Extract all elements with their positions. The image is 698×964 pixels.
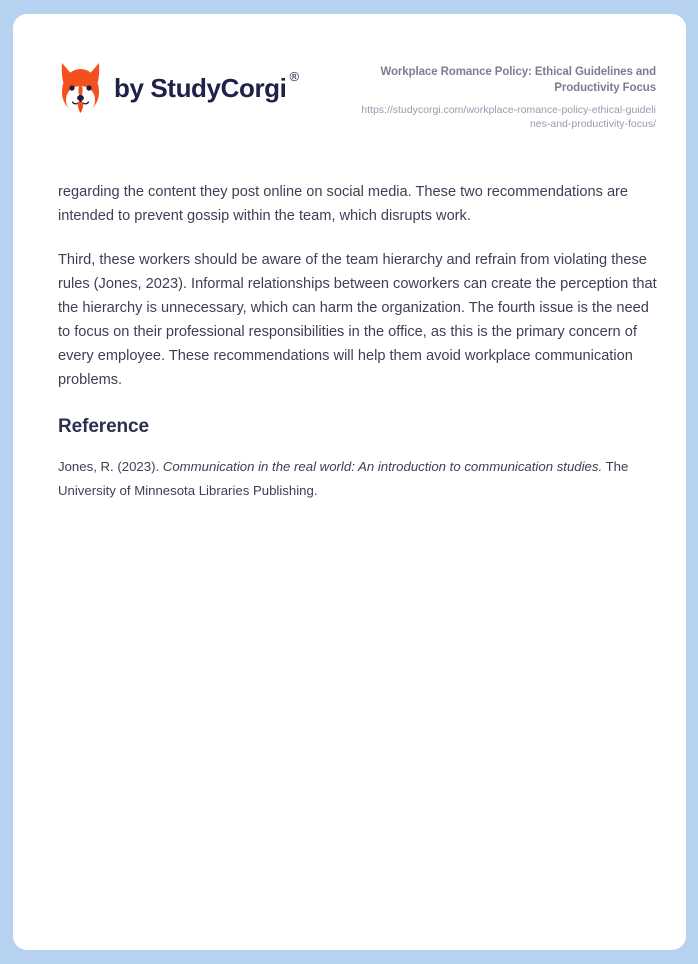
document-page-card xyxy=(13,14,686,950)
studycorgi-brand[interactable] xyxy=(58,61,299,115)
header-meta xyxy=(361,61,686,132)
corgi-face-logo-icon xyxy=(58,61,103,115)
document-title: Workplace Romance Policy: Ethical Guidelines and Productivity Focus xyxy=(380,66,656,94)
body-paragraph: Third, these workers should be aware of the team hierarchy and refrain from violating these rules (Jones, 2023). Informal relationships between coworkers can create the perception that the hierarchy is unnecessary, which can harm the organization. The fourth issue is the need to focus on their professional responsibilities in the office, as this is the primary concern of every employee. These recommendations will help them avoid workplace communication problems. xyxy=(58,252,657,388)
reference-section-heading: Reference xyxy=(58,416,149,437)
registered-trademark-icon: ® xyxy=(289,69,299,84)
reference-publisher: The University of Minnesota Libraries Publishing. xyxy=(58,458,629,498)
reference-author-year: Jones, R. (2023). xyxy=(58,458,163,474)
reference-entry xyxy=(58,455,658,503)
body-paragraph: regarding the content they post online on social media. These two recommendations are intended to prevent gossip within the team, which disrupts work. xyxy=(58,184,629,224)
document-source-url[interactable]: https://studycorgi.com/workplace-romance-policy-ethical-guidelines-and-productivity-focus/ xyxy=(361,104,656,130)
reference-title: Communication in the real world: An introduction to communication studies. xyxy=(162,458,603,474)
document-header xyxy=(13,14,686,144)
brand-wordmark xyxy=(114,69,299,103)
brand-name-text: by StudyCorgi xyxy=(114,73,287,103)
document-body xyxy=(58,180,658,503)
